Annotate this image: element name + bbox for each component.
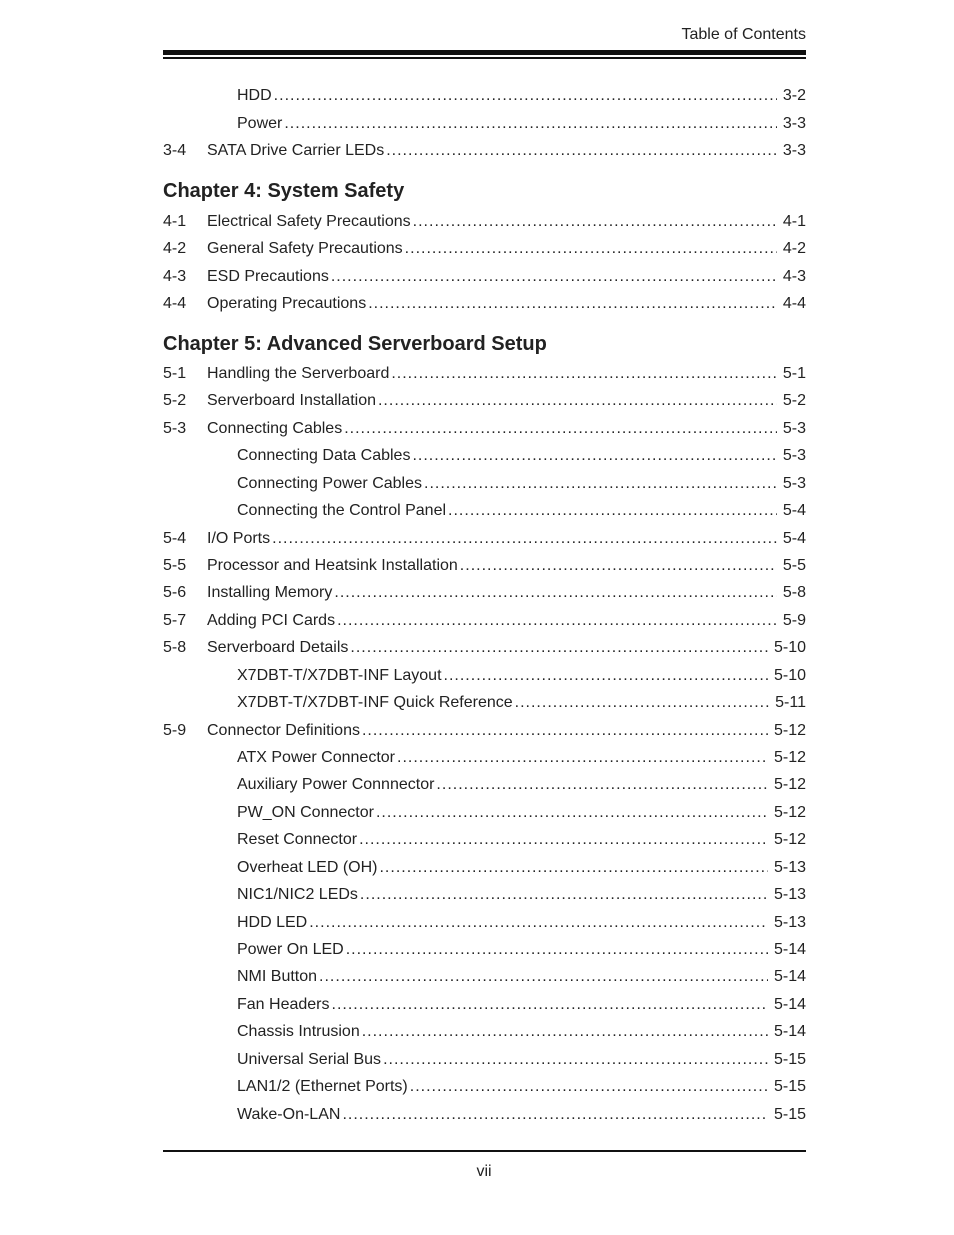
toc-dot-leader <box>405 238 777 260</box>
toc-dot-leader <box>346 939 768 961</box>
toc-entry-title: Connector Definitions <box>207 721 360 739</box>
toc-page-number: 5-10 <box>773 666 806 684</box>
toc-dot-leader <box>460 555 777 577</box>
toc-entry <box>163 829 806 851</box>
toc-entry-title: HDD LED <box>237 913 308 931</box>
toc-dot-leader <box>444 665 768 687</box>
toc-dot-leader <box>397 747 768 769</box>
toc-entry <box>163 473 806 495</box>
toc-entry-title: X7DBT-T/X7DBT-INF Quick Reference <box>237 694 513 712</box>
toc-entry-title: Auxiliary Power Connnector <box>237 776 435 794</box>
toc-entry <box>163 85 806 107</box>
toc-dot-leader <box>383 1049 768 1071</box>
toc-entry-title: I/O Ports <box>207 529 271 547</box>
toc-section-number: 5-8 <box>163 639 187 657</box>
toc-page-number: 5-12 <box>773 831 806 849</box>
toc-dot-leader <box>378 390 777 412</box>
toc-page-number: 5-12 <box>773 803 806 821</box>
toc-entry-title: Adding PCI Cards <box>207 611 336 629</box>
toc-entry-title: LAN1/2 (Ethernet Ports) <box>237 1078 408 1096</box>
toc-page-number: 4-1 <box>782 213 806 230</box>
toc-entry-title: ESD Precautions <box>207 267 329 285</box>
toc-page-number: 4-3 <box>782 267 806 285</box>
toc-page-number: 5-12 <box>773 776 806 794</box>
running-header: Table of Contents <box>681 26 806 43</box>
toc-section-number: 4-2 <box>163 240 187 258</box>
toc-entry <box>163 555 806 577</box>
toc-dot-leader <box>309 912 768 934</box>
chapter-4-heading: Chapter 4: System Safety <box>163 180 405 202</box>
toc-entry <box>163 363 806 385</box>
toc-dot-leader <box>359 829 768 851</box>
toc-dot-leader <box>368 293 777 315</box>
toc-dot-leader <box>274 85 777 107</box>
toc-dot-leader <box>376 802 768 824</box>
toc-entry <box>163 445 806 467</box>
toc-page-number: 5-12 <box>773 749 806 767</box>
toc-entry <box>163 720 806 742</box>
toc-entry <box>163 1104 806 1126</box>
page-number: vii <box>476 1163 492 1180</box>
toc-page-number: 5-8 <box>782 584 806 602</box>
toc-page-number: 5-15 <box>773 1050 806 1068</box>
header-rule-thin <box>163 57 806 59</box>
toc-section-number: 4-4 <box>163 295 187 313</box>
toc-section-number: 5-6 <box>163 584 187 602</box>
toc-dot-leader <box>350 637 768 659</box>
toc-entry-title: Power <box>237 114 283 132</box>
toc-page-number: 5-10 <box>773 639 806 657</box>
toc-entry-title: Operating Precautions <box>207 295 367 313</box>
toc-dot-leader <box>360 884 768 906</box>
toc-dot-leader <box>412 445 776 467</box>
toc-page-number: 5-3 <box>782 447 806 465</box>
toc-page-number: 5-14 <box>773 941 806 959</box>
toc-section-number: 3-4 <box>163 142 187 159</box>
toc-entry-title: Fan Headers <box>237 995 330 1013</box>
toc-entry <box>163 857 806 879</box>
toc-dot-leader <box>334 582 777 604</box>
toc-page-number: 5-11 <box>775 694 806 712</box>
toc-dot-leader <box>362 1021 768 1043</box>
toc-entry-title: Connecting the Control Panel <box>237 502 447 520</box>
toc-entry <box>163 266 806 288</box>
toc-entry-title: PW_ON Connector <box>237 803 374 821</box>
toc-entry-title: X7DBT-T/X7DBT-INF Layout <box>237 666 442 684</box>
toc-entry <box>163 610 806 632</box>
toc-section-number: 5-3 <box>163 419 187 437</box>
toc-page-number: 5-3 <box>782 419 806 437</box>
chapter-5-heading: Chapter 5: Advanced Serverboard Setup <box>163 333 547 355</box>
toc-page-number: 5-15 <box>773 1105 806 1123</box>
toc-page-number: 5-14 <box>773 995 806 1013</box>
toc-entry-title: General Safety Precautions <box>207 240 403 258</box>
toc-entry <box>163 113 806 135</box>
toc-dot-leader <box>379 857 767 879</box>
toc-dot-leader <box>344 418 777 440</box>
toc-dot-leader <box>448 500 777 522</box>
toc-page-number: 5-14 <box>773 1023 806 1041</box>
toc-section-number: 5-4 <box>163 529 187 547</box>
toc-entry-title: Processor and Heatsink Installation <box>207 557 458 574</box>
toc-entry <box>163 211 806 233</box>
toc-entry-title: Installing Memory <box>207 584 333 602</box>
toc-entry <box>163 939 806 961</box>
toc-entry <box>163 884 806 906</box>
toc-entry <box>163 774 806 796</box>
toc-dot-leader <box>284 113 777 135</box>
toc-page-number: 5-9 <box>782 611 806 629</box>
toc-dot-leader <box>362 720 768 742</box>
toc-entry-title: HDD <box>237 87 272 104</box>
footer-rule <box>163 1150 806 1152</box>
toc-entry-title: ATX Power Connector <box>237 749 395 767</box>
toc-entry-title: NMI Button <box>237 968 318 986</box>
toc-entry <box>163 528 806 550</box>
toc-entry-title: Wake-On-LAN <box>237 1105 341 1123</box>
toc-entry <box>163 637 806 659</box>
toc-dot-leader <box>413 211 777 233</box>
toc-section-number: 5-9 <box>163 721 187 739</box>
toc-dot-leader <box>424 473 777 495</box>
toc-section-number: 5-1 <box>163 365 187 382</box>
toc-entry-title: SATA Drive Carrier LEDs <box>207 142 385 159</box>
toc-entry <box>163 582 806 604</box>
toc-page-number: 4-2 <box>782 240 806 258</box>
toc-dot-leader <box>436 774 768 796</box>
toc-page-number: 3-2 <box>782 87 806 104</box>
toc-entry-title: Connecting Cables <box>207 419 343 437</box>
toc-entry <box>163 238 806 260</box>
toc-page-number: 5-4 <box>782 502 806 520</box>
toc-entry-title: Universal Serial Bus <box>237 1050 382 1068</box>
toc-section-number: 5-5 <box>163 557 187 574</box>
toc-page-number: 5-12 <box>773 721 806 739</box>
toc-entry-title: Chassis Intrusion <box>237 1023 360 1041</box>
toc-entry <box>163 293 806 315</box>
toc-dot-leader <box>391 363 777 385</box>
toc-dot-leader <box>410 1076 768 1098</box>
toc-entry <box>163 912 806 934</box>
toc-page-number: 5-13 <box>773 858 806 876</box>
toc-page-number: 5-2 <box>782 392 806 410</box>
toc-entry <box>163 390 806 412</box>
toc-page-number: 5-1 <box>782 365 806 382</box>
toc-entry-title: Connecting Power Cables <box>237 474 422 492</box>
toc-section-number: 5-2 <box>163 392 187 410</box>
toc-entry <box>163 966 806 988</box>
toc-section-number: 5-7 <box>163 611 187 629</box>
toc-page-number: 3-3 <box>782 114 806 132</box>
toc-entry-title: Power On LED <box>237 941 344 959</box>
toc-entry <box>163 692 806 714</box>
toc-page-number: 5-5 <box>782 557 806 574</box>
toc-page-number: 5-3 <box>782 474 806 492</box>
toc-entry <box>163 140 806 162</box>
toc-page-number: 4-4 <box>782 295 806 313</box>
toc-page-number: 5-15 <box>773 1078 806 1096</box>
toc-entry <box>163 994 806 1016</box>
toc-page-number: 3-3 <box>782 142 806 159</box>
toc-entry <box>163 665 806 687</box>
toc-dot-leader <box>515 692 770 714</box>
toc-dot-leader <box>386 140 777 162</box>
toc-entry <box>163 1021 806 1043</box>
toc-entry <box>163 418 806 440</box>
toc-entry-title: Overheat LED (OH) <box>237 858 378 876</box>
toc-entry-title: Connecting Data Cables <box>237 447 411 465</box>
toc-page-number: 5-14 <box>773 968 806 986</box>
toc-entry <box>163 500 806 522</box>
toc-section-number: 4-1 <box>163 213 187 230</box>
toc-page-number: 5-13 <box>773 886 806 904</box>
toc-entry-title: Serverboard Installation <box>207 392 376 410</box>
toc-section-number: 4-3 <box>163 267 187 285</box>
toc-dot-leader <box>332 994 768 1016</box>
toc-dot-leader <box>319 966 768 988</box>
toc-dot-leader <box>331 266 777 288</box>
toc-dot-leader <box>337 610 777 632</box>
toc-entry-title: NIC1/NIC2 LEDs <box>237 886 358 904</box>
toc-entry <box>163 802 806 824</box>
toc-entry-title: Handling the Serverboard <box>207 365 390 382</box>
toc-page-number: 5-13 <box>773 913 806 931</box>
toc-entry <box>163 1076 806 1098</box>
header-rule-thick <box>163 50 806 55</box>
toc-entry-title: Reset Connector <box>237 831 358 849</box>
toc-page-number: 5-4 <box>782 529 806 547</box>
toc-entry-title: Serverboard Details <box>207 639 349 657</box>
toc-dot-leader <box>272 528 777 550</box>
toc-dot-leader <box>342 1104 768 1126</box>
toc-entry <box>163 1049 806 1071</box>
toc-entry-title: Electrical Safety Precautions <box>207 213 411 230</box>
toc-entry <box>163 747 806 769</box>
